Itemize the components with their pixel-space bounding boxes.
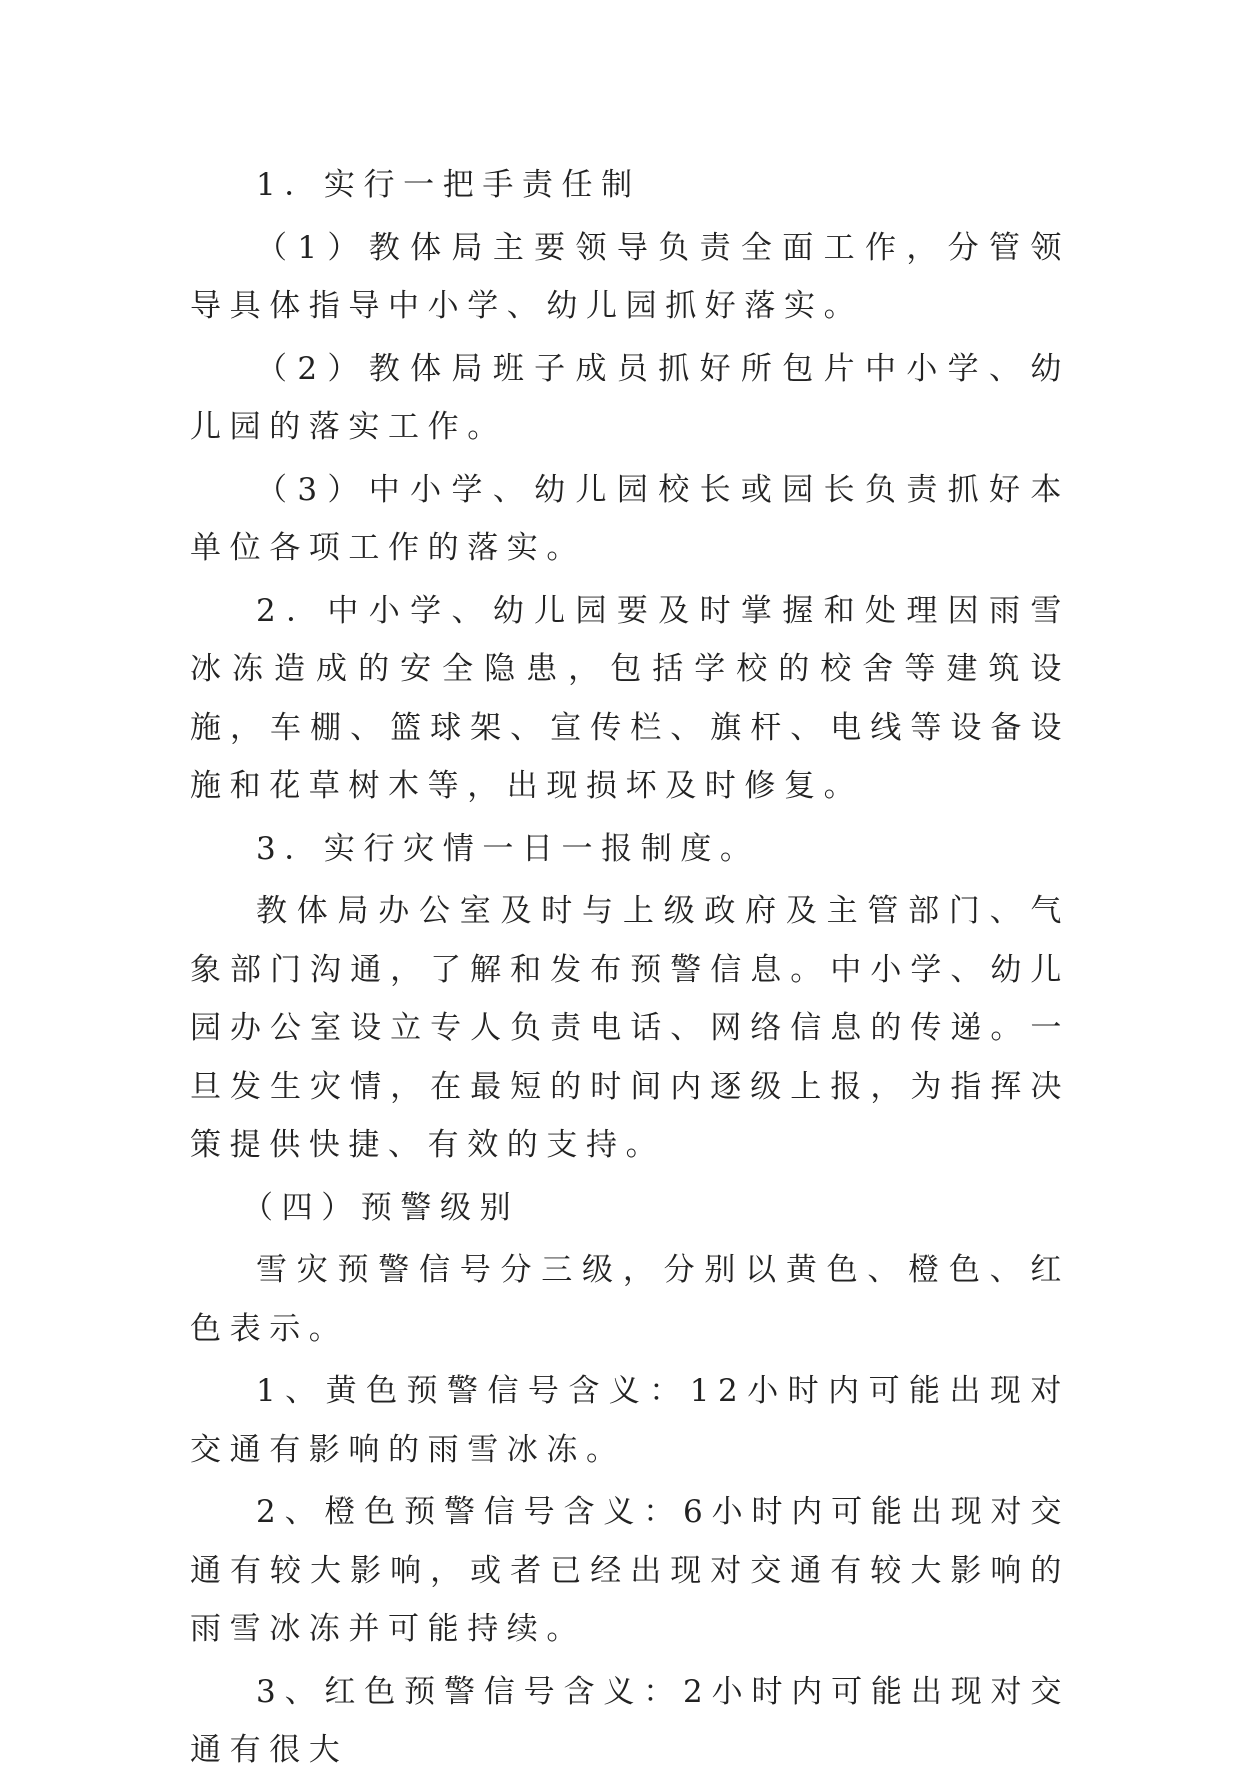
paragraph-9: 雪灾预警信号分三级，分别以黄色、橙色、红色表示。 <box>190 1252 1070 1347</box>
paragraph-3: （2）教体局班子成员抓好所包片中小学、幼儿园的落实工作。 <box>190 350 1070 445</box>
paragraph-4: （3）中小学、幼儿园校长或园长负责抓好本单位各项工作的落实。 <box>190 471 1070 566</box>
section-heading: （四）预警级别 <box>242 1189 520 1226</box>
paragraph-1: 1．实行一把手责任制 <box>256 167 641 203</box>
paragraph-11: 2、橙色预警信号含义：6小时内可能出现对交通有较大影响，或者已经出现对交通有较大影响的雨雪冰冻并可能持续。 <box>190 1494 1070 1647</box>
paragraph-5: 2．中小学、幼儿园要及时掌握和处理因雨雪冰冻造成的安全隐患，包括学校的校舍等建筑设施，车棚、篮球架、宣传栏、旗杆、电线等设备设施和花草树木等，出现损坏及时修复。 <box>190 592 1070 804</box>
paragraph-7: 教体局办公室及时与上级政府及主管部门、气象部门沟通，了解和发布预警信息。中小学、幼儿园办公室设立专人负责电话、网络信息的传递。一旦发生灾情，在最短的时间内逐级上报，为指挥决策提供快捷、有效的支持。 <box>190 893 1070 1163</box>
paragraph-12: 3、红色预警信号含义：2小时内可能出现对交通有很大 <box>190 1673 1070 1768</box>
document-body <box>190 156 1070 1784</box>
paragraph-10: 1、黄色预警信号含义：12小时内可能出现对交通有影响的雨雪冰冻。 <box>190 1373 1070 1468</box>
paragraph-2: （1）教体局主要领导负责全面工作，分管领导具体指导中小学、幼儿园抓好落实。 <box>190 229 1070 324</box>
paragraph-6: 3．实行灾情一日一报制度。 <box>256 830 760 867</box>
